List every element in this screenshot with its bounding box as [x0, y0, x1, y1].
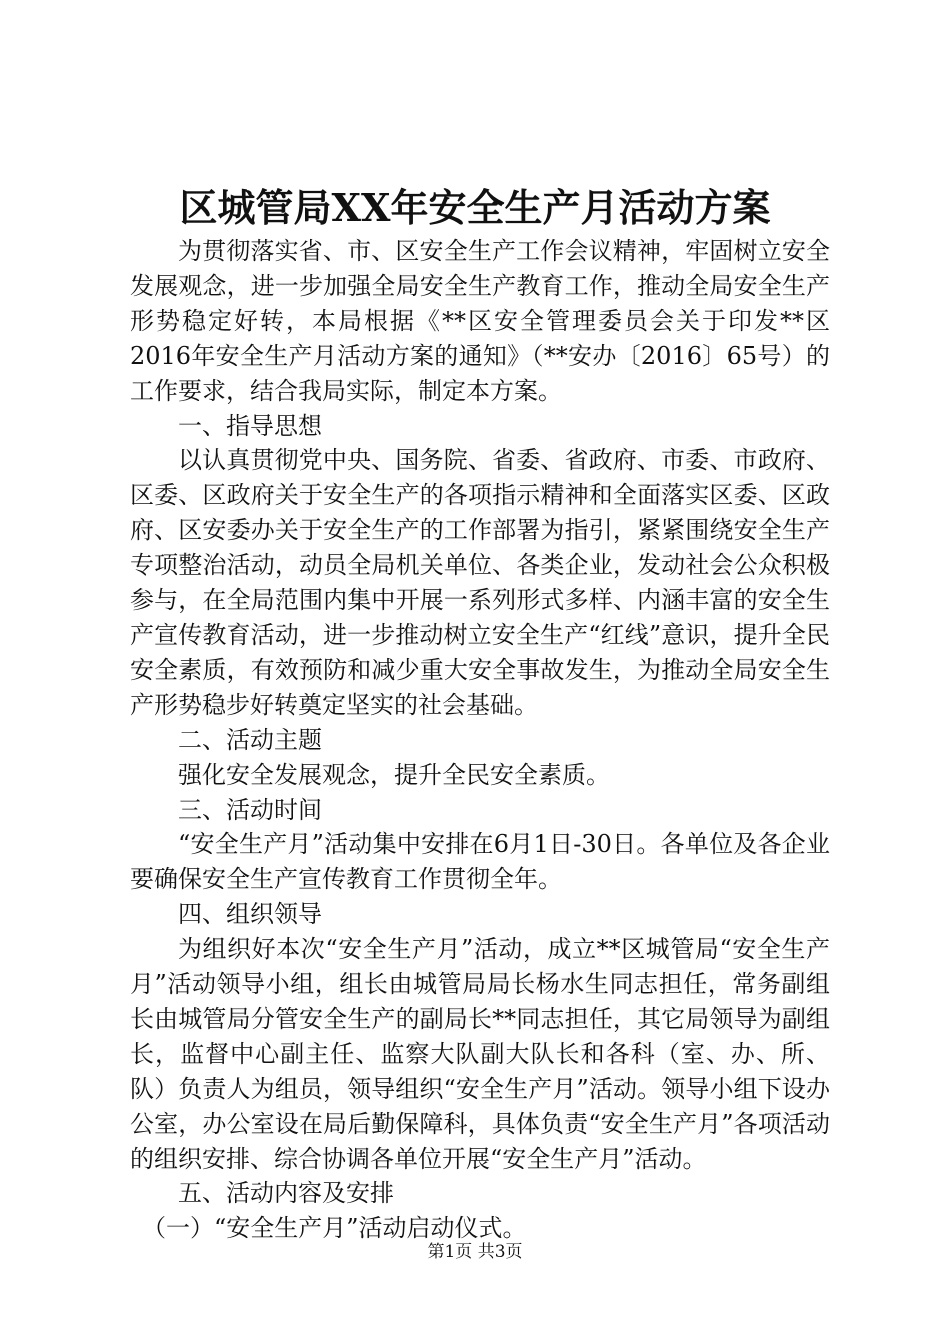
section-heading-guiding-ideology: 一、指导思想 [178, 411, 322, 440]
document-body [130, 234, 830, 1246]
organization-paragraph: 为组织好本次“安全生产月”活动，成立**区城管局“安全生产月”活动领导小组，组长由城管局局长杨水生同志担任，常务副组长由城管局分管安全生产的副局长**同志担任，其它局领导为副组长，监督中心副主任、监察大队副大队长和各科（室、办、所、队）负责人为组员，领导组织“安全生产月”活动。领导小组下设办公室，办公室设在局后勤保障科，具体负责“安全生产月”各项活动的组织安排、综合协调各单位开展“安全生产月”活动。 [130, 935, 830, 1173]
section-heading-activity-theme: 二、活动主题 [178, 725, 322, 754]
activity-theme-paragraph: 强化安全发展观念，提升全民安全素质。 [178, 760, 610, 789]
page-number-footer: 第1页 共3页 [427, 1242, 523, 1262]
section-heading-organization: 四、组织领导 [178, 900, 322, 929]
document-title: 区城管局XX年安全生产月活动方案 [179, 185, 771, 230]
subsection-heading-launch-ceremony: （一）“安全生产月”活动启动仪式。 [142, 1214, 527, 1243]
section-heading-activity-time: 三、活动时间 [178, 795, 322, 824]
intro-paragraph: 为贯彻落实省、市、区安全生产工作会议精神，牢固树立安全发展观念，进一步加强全局安全生产教育工作，推动全局安全生产形势稳定好转，本局根据《**区安全管理委员会关于印发**区2016年安全生产月活动方案的通知》（**安办〔2016〕65号）的工作要求，结合我局实际，制定本方案。 [130, 237, 830, 405]
guiding-ideology-paragraph: 以认真贯彻党中央、国务院、省委、省政府、市委、市政府、区委、区政府关于安全生产的各项指示精神和全面落实区委、区政府、区安委办关于安全生产的工作部署为指引，紧紧围绕安全生产专项整治活动，动员全局机关单位、各类企业，发动社会公众积极参与，在全局范围内集中开展一系列形式多样、内涵丰富的安全生产宣传教育活动，进一步推动树立安全生产“红线”意识，提升全民安全素质，有效预防和减少重大安全事故发生，为推动全局安全生产形势稳步好转奠定坚实的社会基础。 [130, 446, 830, 719]
section-heading-activity-content: 五、活动内容及安排 [178, 1179, 394, 1208]
activity-time-paragraph: “安全生产月”活动集中安排在6月1日-30日。各单位及各企业要确保安全生产宣传教育工作贯彻全年。 [130, 830, 830, 894]
